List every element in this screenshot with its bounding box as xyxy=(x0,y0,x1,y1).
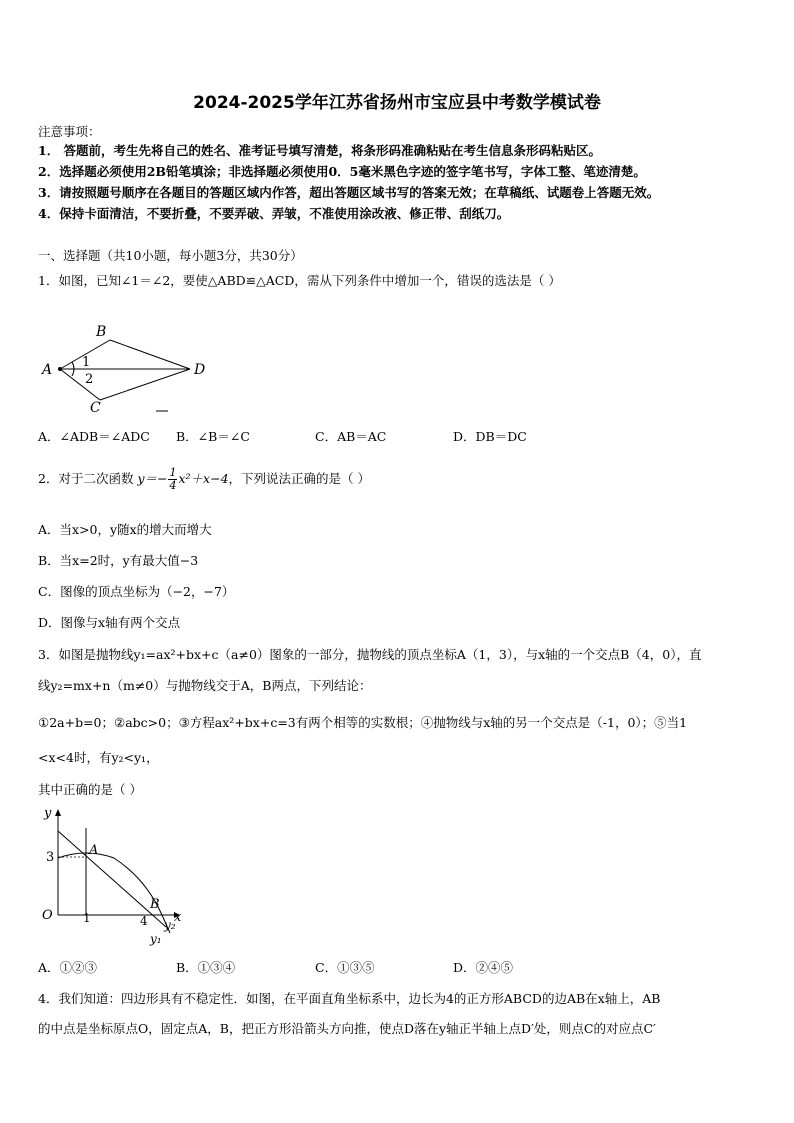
notice-item-1: 1． 答题前，考生先将自己的姓名、准考证号填写清楚，将条形码准确粘贴在考生信息条形码粘贴区。 xyxy=(38,143,602,158)
q2-formula-rest: x²＋x−4 xyxy=(178,471,229,486)
q2-formula-y: y＝− xyxy=(137,471,168,486)
q3-option-c: C．①③⑤ xyxy=(315,960,375,975)
q1-option-a: A．∠ADB＝∠ADC xyxy=(38,429,150,444)
q3-option-d: D．②④⑤ xyxy=(453,960,514,975)
q3-label-1: 1 xyxy=(83,911,91,925)
q2-option-b: B．当x=2时，y有最大值−3 xyxy=(38,553,199,568)
q3-label-o: O xyxy=(42,908,53,923)
q3-label-a: A xyxy=(89,843,99,858)
q3-graph xyxy=(38,803,188,948)
q3-line-4: <x<4时，有y₂<y₁， xyxy=(38,750,159,765)
q2-stem-post: ，下列说法正确的是（ ） xyxy=(228,471,371,486)
q3-label-y1: y₁ xyxy=(150,932,162,946)
notice-item-4: 4．保持卡面清洁，不要折叠，不要弄破、弄皱，不准使用涂改液、修正带、刮纸刀。 xyxy=(38,206,510,221)
q2-option-c: C．图像的顶点坐标为（−2，−7） xyxy=(38,584,235,599)
q1-option-c: C．AB＝AC xyxy=(315,429,387,444)
q3-label-y: y xyxy=(44,806,52,821)
q3-label-4: 4 xyxy=(140,914,148,928)
q2-option-d: D．图像与x轴有两个交点 xyxy=(38,615,181,630)
q2-stem xyxy=(38,466,370,492)
q3-line-5: 其中正确的是（ ） xyxy=(38,782,142,797)
q2-formula-fraction xyxy=(168,467,177,492)
q3-line-2: 线y₂=mx+n（m≠0）与抛物线交于A，B两点，下列结论： xyxy=(38,678,372,693)
q1-label-1: 1 xyxy=(82,355,91,370)
q1-figure xyxy=(38,318,218,418)
q3-label-x: x xyxy=(174,910,182,925)
q1-option-b: B．∠B＝∠C xyxy=(176,429,250,444)
q1-label-b: B xyxy=(96,324,107,340)
page-title: 2024-2025学年江苏省扬州市宝应县中考数学模试卷 xyxy=(193,93,601,113)
q1-stem: 1．如图，已知∠1＝∠2，要使△ABD≌△ACD，需从下列条件中增加一个，错误的选法是（ ） xyxy=(38,273,561,288)
q1-option-d: D．DB＝DC xyxy=(453,429,527,444)
notice-item-2: 2．选择题必须使用2B铅笔填涂；非选择题必须使用0．5毫米黑色字迹的签字笔书写，字体工整、笔迹清楚。 xyxy=(38,164,646,179)
q2-fraction-denominator: 4 xyxy=(169,479,177,492)
q3-label-y2: y₂ xyxy=(164,918,176,932)
q3-line-1: 3．如图是抛物线y₁=ax²+bx+c（a≠0）图象的一部分，抛物线的顶点坐标A（1，3），与x轴的一个交点B（4，0），直 xyxy=(38,647,702,662)
notice-item-3: 3．请按照题号顺序在各题目的答题区域内作答，超出答题区域书写的答案无效；在草稿纸、试题卷上答题无效。 xyxy=(38,185,660,200)
q3-option-b: B．①③④ xyxy=(176,960,236,975)
q3-line-3: ①2a+b=0；②abc>0；③方程ax²+bx+c=3有两个相等的实数根；④抛物线与x轴的另一个交点是（-1，0）；⑤当1 xyxy=(38,715,688,730)
q1-label-a: A xyxy=(42,362,53,378)
q4-line-1: 4．我们知道：四边形具有不稳定性．如图，在平面直角坐标系中，边长为4的正方形ABCD的边AB在x轴上，AB xyxy=(38,991,661,1006)
q3-label-3: 3 xyxy=(46,850,55,865)
q1-label-d: D xyxy=(194,362,206,378)
q2-option-a: A．当x>0，y随x的增大而增大 xyxy=(38,522,212,537)
notice-heading: 注意事项： xyxy=(38,124,101,139)
q1-label-2: 2 xyxy=(85,372,94,387)
section-heading: 一、选择题（共10小题，每小题3分，共30分） xyxy=(38,248,303,263)
q2-fraction-numerator: 1 xyxy=(169,466,177,479)
q1-label-c: C xyxy=(90,400,101,416)
q4-line-2: 的中点是坐标原点O，固定点A，B，把正方形沿箭头方向推，使点D落在y轴正半轴上点D′处，则点C的对应点C′ xyxy=(38,1021,656,1036)
q2-stem-pre: 2．对于二次函数 xyxy=(38,471,138,486)
q3-option-a: A．①②③ xyxy=(38,960,98,975)
q3-label-b: B xyxy=(150,897,160,912)
